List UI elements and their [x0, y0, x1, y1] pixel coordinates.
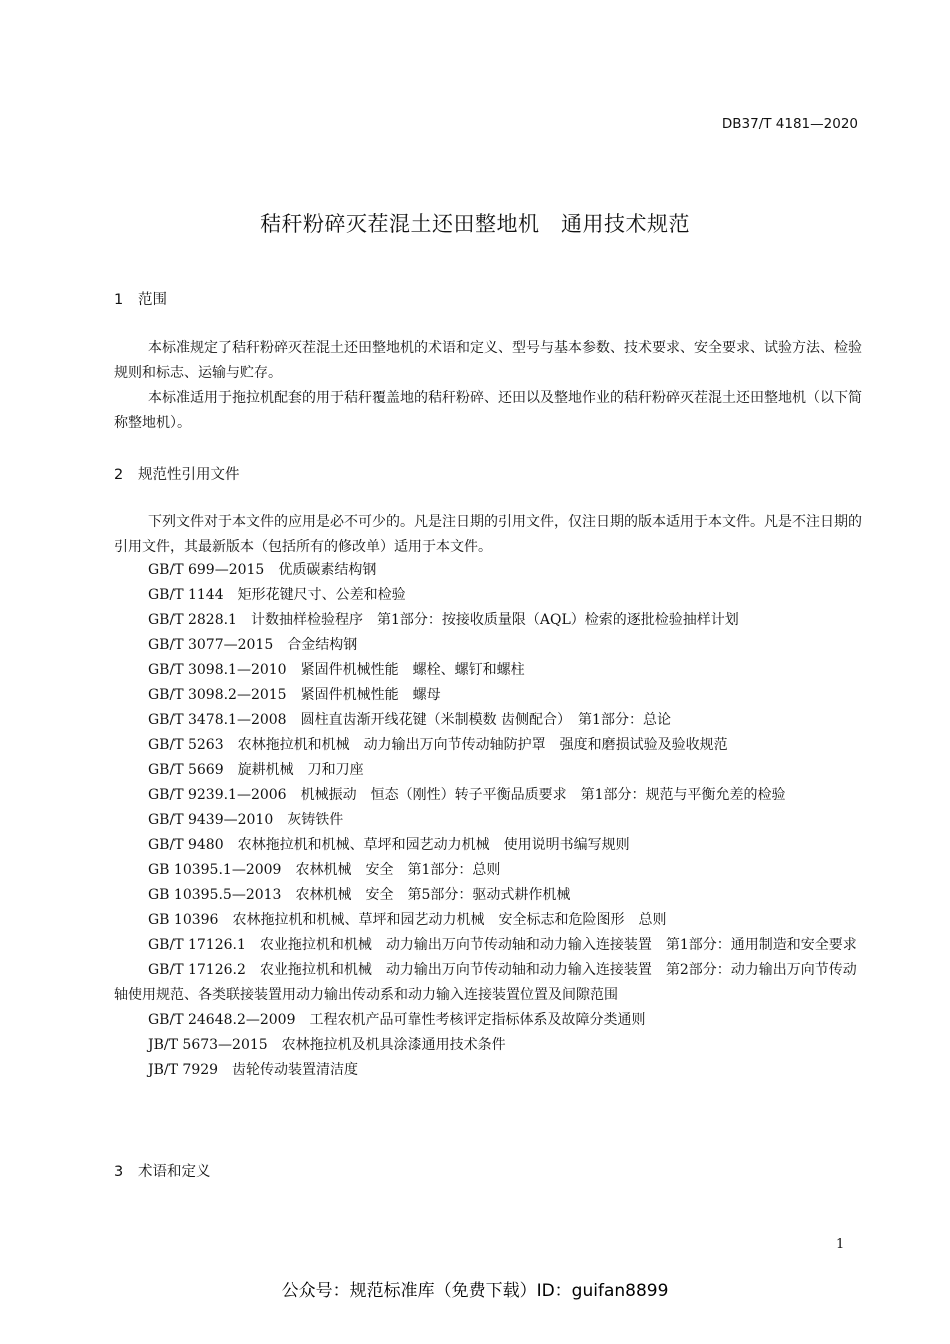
reference-item: GB/T 9239.1—2006 机械振动 恒态（刚性）转子平衡品质要求 第1部分：规范与平衡允差的检验 — [148, 787, 786, 803]
reference-item: GB/T 3098.1—2010 紧固件机械性能 螺栓、螺钉和螺柱 — [148, 662, 525, 678]
reference-item: GB/T 3098.2—2015 紧固件机械性能 螺母 — [148, 687, 441, 703]
section-number: 3 — [114, 1164, 124, 1180]
reference-item: JB/T 7929 齿轮传动装置清洁度 — [148, 1062, 359, 1078]
reference-item: JB/T 5673—2015 农林拖拉机及机具涂漆通用技术条件 — [148, 1037, 506, 1053]
scope-paragraph-2: 本标准适用于拖拉机配套的用于秸秆覆盖地的秸秆粉碎、还田以及整地作业的秸秆粉碎灭茬混土还田整地机（以下简称整地机）。 — [114, 390, 862, 431]
watermark-text: 公众号：规范标准库（免费下载）ID：guifan8899 — [281, 1281, 669, 1301]
reference-item: GB/T 5669 旋耕机械 刀和刀座 — [148, 762, 364, 778]
section-title: 范围 — [138, 292, 167, 308]
reference-item: GB/T 3077—2015 合金结构钢 — [148, 637, 358, 653]
section-3-heading — [114, 1160, 211, 1181]
document-title: 秸秆粉碎灭茬混土还田整地机 通用技术规范 — [260, 212, 690, 236]
section-1-heading — [114, 288, 167, 309]
scope-paragraph-1: 本标准规定了秸秆粉碎灭茬混土还田整地机的术语和定义、型号与基本参数、技术要求、安全要求、试验方法、检验规则和标志、运输与贮存。 — [114, 340, 862, 381]
reference-item: GB/T 17126.1 农业拖拉机和机械 动力输出万向节传动轴和动力输入连接装置 第1部分：通用制造和安全要求 — [148, 937, 857, 953]
reference-item: GB/T 17126.2 农业拖拉机和机械 动力输出万向节传动轴和动力输入连接装置 第2部分：动力输出万向节传动轴使用规范、各类联接装置用动力输出传动系和动力输入连接装置位置及间隙范围 — [114, 962, 857, 1003]
section-title: 术语和定义 — [138, 1164, 211, 1180]
section-2-heading — [114, 463, 240, 484]
standard-code: DB37/T 4181—2020 — [721, 116, 858, 132]
reference-item: GB/T 699—2015 优质碳素结构钢 — [148, 562, 377, 578]
section-title: 规范性引用文件 — [138, 467, 240, 483]
reference-item: GB/T 24648.2—2009 工程农机产品可靠性考核评定指标体系及故障分类通则 — [148, 1012, 646, 1028]
reference-item: GB/T 9439—2010 灰铸铁件 — [148, 812, 344, 828]
reference-item: GB/T 3478.1—2008 圆柱直齿渐开线花键（米制模数 齿侧配合） 第1部分：总论 — [148, 712, 671, 728]
reference-item: GB/T 9480 农林拖拉机和机械、草坪和园艺动力机械 使用说明书编写规则 — [148, 837, 630, 853]
normative-references-list — [114, 558, 862, 1083]
reference-item: GB 10395.5—2013 农林机械 安全 第5部分：驱动式耕作机械 — [148, 887, 571, 903]
section-number: 1 — [114, 292, 124, 308]
references-intro: 下列文件对于本文件的应用是必不可少的。凡是注日期的引用文件，仅注日期的版本适用于本文件。凡是不注日期的引用文件，其最新版本（包括所有的修改单）适用于本文件。 — [114, 514, 862, 555]
section-number: 2 — [114, 467, 124, 483]
reference-item: GB/T 5263 农林拖拉机和机械 动力输出万向节传动轴防护罩 强度和磨损试验及验收规范 — [148, 737, 728, 753]
page-number: 1 — [836, 1237, 845, 1252]
reference-item: GB 10396 农林拖拉机和机械、草坪和园艺动力机械 安全标志和危险图形 总则 — [148, 912, 667, 928]
reference-item: GB/T 1144 矩形花键尺寸、公差和检验 — [148, 587, 406, 603]
reference-item: GB 10395.1—2009 农林机械 安全 第1部分：总则 — [148, 862, 501, 878]
reference-item: GB/T 2828.1 计数抽样检验程序 第1部分：按接收质量限（AQL）检索的逐批检验抽样计划 — [148, 612, 739, 628]
